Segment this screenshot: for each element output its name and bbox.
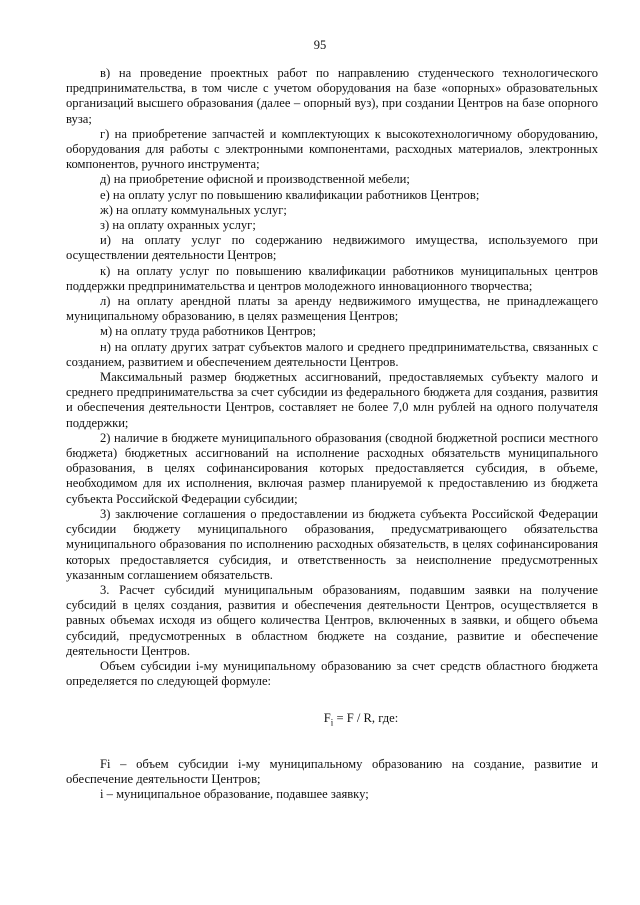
document-body — [66, 66, 598, 803]
formula-lhs: F — [323, 711, 331, 726]
paragraph: г) на приобретение запчастей и комплектующих к высокотехнологичному оборудованию, оборудования для работы с электронными компонентами, расходных материалов, электронных компонентов, ручного инструмента; — [66, 126, 598, 172]
formula-lhs-subscript: i — [330, 717, 334, 728]
formula-rhs: = F / R, где: — [333, 711, 399, 726]
paragraph: Максимальный размер бюджетных ассигнований, предоставляемых субъекту малого и среднего предпринимательства за счет субсидии из федерального бюджета для создания, развития и обеспечения деятельности Центров, составляет не более 7,0 млн рублей на одного получателя поддержки; — [66, 370, 598, 430]
paragraph: i – муниципальное образование, подавшее заявку; — [100, 787, 369, 802]
paragraph: е) на оплату услуг по повышению квалификации работников Центров; — [100, 187, 480, 202]
paragraph: 3. Расчет субсидий муниципальным образованиям, подавшим заявки на получение субсидий в целях создания, развития и обеспечения деятельности Центров, осуществляется в равных объемах исходя из общего количества Центров, включенных в заявки, и общего объема субсидий, предусмотренных в областном бюджете на создание, развитие и обеспечение деятельности Центров. — [66, 582, 598, 658]
paragraph: к) на оплату услуг по повышению квалификации работников муниципальных центров поддержки предпринимательства и центров молодежного инновационного творчества; — [66, 263, 598, 293]
paragraph: л) на оплату арендной платы за аренду недвижимого имущества, не принадлежащего муниципальному образованию, в целях размещения Центров; — [66, 294, 598, 324]
paragraph: 3) заключение соглашения о предоставлении из бюджета субъекта Российской Федерации субсидии бюджету муниципального образования, предусматривающего обязательства муниципального образования по исполнению расходных обязательств, в целях софинансирования которых предоставляется субсидия, и ответственность за неисполнение предусмотренных указанным соглашением обязательств. — [66, 506, 598, 582]
paragraph: д) на приобретение офисной и производственной мебели; — [100, 172, 410, 187]
paragraph: н) на оплату других затрат субъектов малого и среднего предпринимательства, связанных с созданием, развитием и обеспечением деятельности Центров. — [66, 339, 598, 369]
formula — [66, 711, 598, 731]
paragraph: в) на проведение проектных работ по направлению студенческого технологического предпринимательства, в том числе с учетом оборудования на базе «опорных» образовательных организаций высшего образования (далее – опорный вуз), при создании Центров на базе опорного вуза; — [66, 66, 598, 126]
paragraph: з) на оплату охранных услуг; — [100, 218, 256, 233]
paragraphs-bottom — [66, 757, 598, 803]
paragraph: ж) на оплату коммунальных услуг; — [100, 202, 287, 217]
paragraph: и) на оплату услуг по содержанию недвижимого имущества, используемого при осуществлении деятельности Центров; — [66, 233, 598, 263]
paragraph: 2) наличие в бюджете муниципального образования (сводной бюджетной росписи местного бюджета) бюджетных ассигнований на исполнение расходных обязательств муниципального образования, в целях софинансирования которых предоставляется субсидия, в объеме, необходимом для их исполнения, включая размер планируемой к предоставлению из бюджета субъекта Российской Федерации субсидии; — [66, 430, 598, 506]
page-number: 95 — [313, 38, 327, 52]
paragraph: Объем субсидии i-му муниципальному образованию за счет средств областного бюджета определяется по следующей формуле: — [66, 658, 598, 689]
paragraph: Fi – объем субсидии i-му муниципальному образованию на создание, развитие и обеспечение деятельности Центров; — [66, 757, 598, 787]
paragraph: м) на оплату труда работников Центров; — [100, 324, 316, 339]
paragraphs-top — [66, 66, 598, 689]
